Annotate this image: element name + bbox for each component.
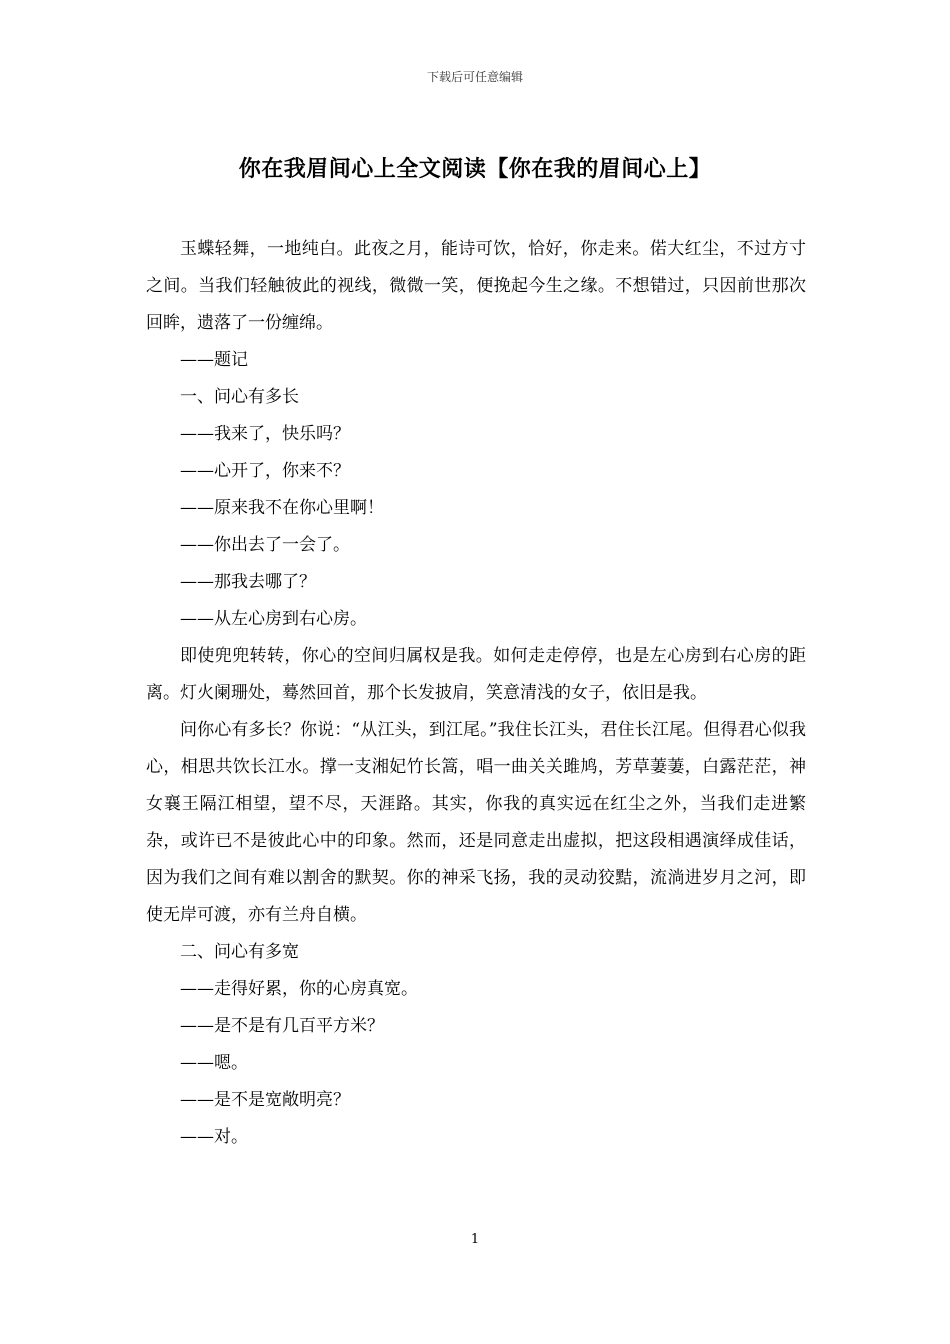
dialogue-line: ——那我去哪了？ — [180, 572, 316, 592]
dialogue-line: ——走得好累，你的心房真宽。 — [180, 979, 418, 999]
section-heading-2: 二、问心有多宽 — [180, 942, 299, 962]
document-title: 你在我眉间心上全文阅读【你在我的眉间心上】 — [238, 156, 712, 182]
dialogue-line: ——心开了，你来不？ — [180, 461, 350, 481]
section-heading-1: 一、问心有多长 — [180, 387, 299, 407]
dialogue-line: ——嗯。 — [180, 1053, 248, 1073]
dialogue-line: ——是不是有几百平方米？ — [180, 1016, 384, 1036]
dialogue-line: ——我来了，快乐吗？ — [180, 424, 350, 444]
header-note: 下载后可任意编辑 — [426, 70, 523, 84]
document-body — [146, 231, 806, 1156]
paragraph-body: 即使兜兜转转，你心的空间归属权是我。如何走走停停，也是左心房到右心房的距离。灯火阑珊处，蓦然回首，那个长发披肩，笑意清浅的女子，依旧是我。 — [146, 646, 806, 703]
paragraph-preface: 玉蝶轻舞，一地纯白。此夜之月，能诗可饮，恰好，你走来。偌大红尘，不过方寸之间。当我们轻触彼此的视线，微微一笑，便挽起今生之缘。不想错过，只因前世那次回眸，遗落了一份缠绵。 — [146, 239, 806, 333]
dialogue-line: ——对。 — [180, 1127, 248, 1147]
page-number: 1 — [470, 1232, 480, 1247]
dialogue-line: ——你出去了一会了。 — [180, 535, 350, 555]
paragraph-inscription: ——题记 — [180, 350, 248, 370]
dialogue-line: ——原来我不在你心里啊！ — [180, 498, 384, 518]
paragraph-body: 问你心有多长？你说：“从江头，到江尾。”我住长江头，君住长江尾。但得君心似我心，相思共饮长江水。撑一支湘妃竹长篙，唱一曲关关雎鸠，芳草萋萋，白露茫茫，神女襄王隔江相望，望不尽，天涯路。其实，你我的真实远在红尘之外，当我们走进繁杂，或许已不是彼此心中的印象。然而，还是同意走出虚拟，把这段相遇演绎成佳话，因为我们之间有难以割舍的默契。你的神采飞扬，我的灵动狡黠，流淌进岁月之河，即使无岸可渡，亦有兰舟自横。 — [146, 720, 806, 925]
dialogue-line: ——是不是宽敞明亮？ — [180, 1090, 350, 1110]
dialogue-line: ——从左心房到右心房。 — [180, 609, 367, 629]
